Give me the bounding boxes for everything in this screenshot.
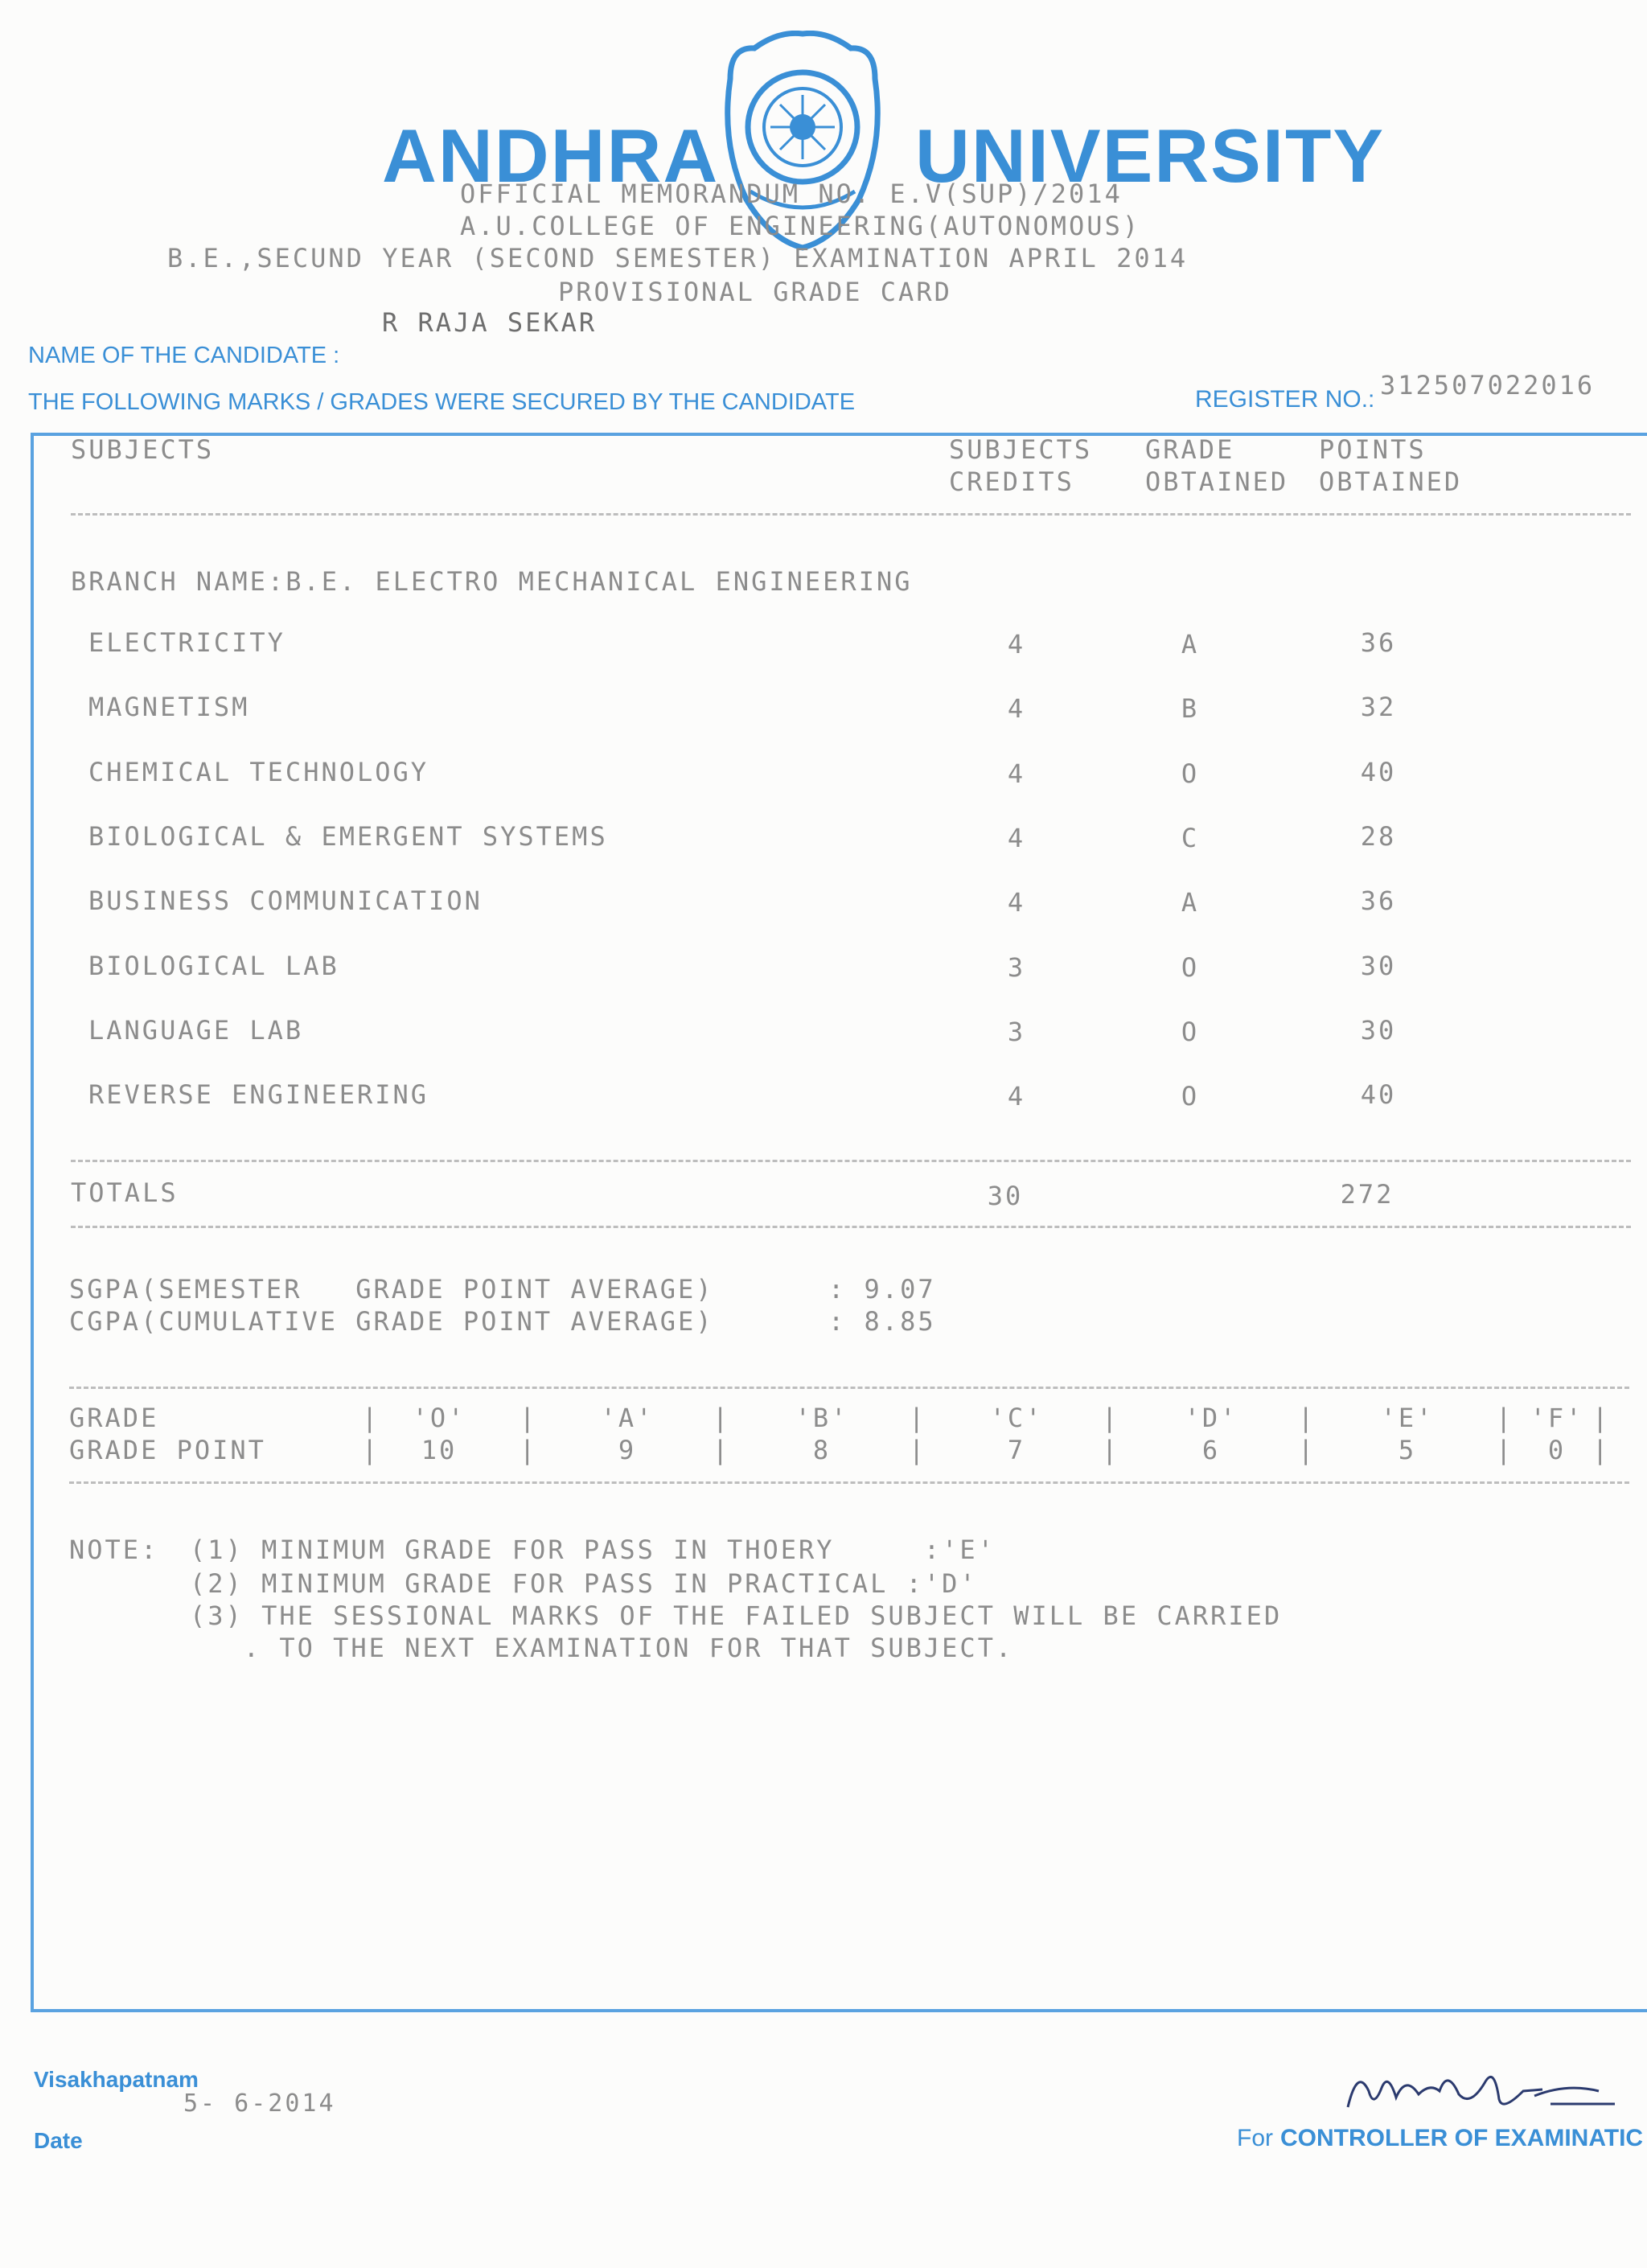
grade-scale-point: 6 [1201, 1435, 1221, 1465]
register-number-label: REGISTER NO.: [1195, 386, 1375, 413]
divider [71, 1226, 1631, 1228]
memorandum-number: OFFICIAL MEMORANDUM NO. E.V(SUP)/2014 [460, 179, 1123, 209]
header-points-line1: POINTS [1319, 434, 1427, 465]
place-name: Visakhapatnam [34, 2067, 199, 2092]
register-number: 312507022016 [1380, 370, 1596, 401]
subject-points: 36 [1360, 627, 1397, 658]
marks-statement-label: THE FOLLOWING MARKS / GRADES WERE SECURED BY THE CANDIDATE [28, 389, 856, 415]
exam-title: B.E.,SECUND YEAR (SECOND SEMESTER) EXAMINATION APRIL 2014 [167, 243, 1189, 273]
subject-name: MAGNETISM [88, 692, 250, 722]
grade-scale-point: 5 [1398, 1435, 1417, 1465]
grade-scale-separator: | [1496, 1435, 1514, 1465]
header-credits-line1: SUBJECTS [949, 434, 1093, 465]
grade-scale-separator: | [713, 1403, 731, 1433]
subject-name: BIOLOGICAL & EMERGENT SYSTEMS [88, 821, 608, 852]
grade-scale-separator: | [1298, 1403, 1316, 1433]
university-name-right: UNIVERSITY [915, 113, 1386, 198]
header-credits-line2: CREDITS [949, 466, 1074, 497]
subject-points: 40 [1360, 1079, 1397, 1110]
controller-prefix: For [1237, 2125, 1273, 2151]
subject-points: 40 [1360, 757, 1397, 787]
subject-grade: A [1181, 629, 1200, 659]
issue-date: 5- 6-2014 [183, 2089, 336, 2118]
subject-credits: 3 [1007, 1017, 1026, 1047]
grade-scale-separator: | [362, 1403, 380, 1433]
grade-scale-grade: 'D' [1184, 1403, 1238, 1433]
subject-credits: 4 [1007, 758, 1026, 789]
sgpa-value: : 9.07 [828, 1274, 936, 1305]
card-title: PROVISIONAL GRADE CARD [558, 277, 952, 307]
subject-name: BIOLOGICAL LAB [88, 951, 339, 981]
grade-scale-point: 8 [812, 1435, 832, 1465]
subject-credits: 4 [1007, 1081, 1026, 1111]
divider [69, 1387, 1629, 1389]
grade-scale-grade: 'E' [1380, 1403, 1435, 1433]
cgpa-label: CGPA(CUMULATIVE GRADE POINT AVERAGE) [69, 1306, 714, 1337]
divider [69, 1481, 1629, 1484]
note-label: NOTE: [69, 1535, 159, 1565]
candidate-name: R RAJA SEKAR [382, 307, 598, 338]
grade-scale-point-label: GRADE POINT [69, 1435, 266, 1465]
note-line-2: (2) MINIMUM GRADE FOR PASS IN PRACTICAL :'D' [190, 1568, 978, 1599]
grade-scale-separator: | [909, 1403, 927, 1433]
grade-scale-separator: | [1592, 1403, 1611, 1433]
note-line-1: (1) MINIMUM GRADE FOR PASS IN THOERY :'E' [190, 1535, 996, 1565]
divider [71, 1160, 1631, 1162]
grade-scale-separator: | [1298, 1435, 1316, 1465]
grade-scale-grade: 'O' [412, 1403, 466, 1433]
college-name: A.U.COLLEGE OF ENGINEERING(AUTONOMOUS) [460, 211, 1141, 241]
totals-credits: 30 [987, 1181, 1024, 1211]
subject-grade: O [1181, 1017, 1200, 1047]
subject-grade: O [1181, 758, 1200, 789]
grade-scale-grade: 'F' [1530, 1403, 1584, 1433]
subject-points: 28 [1360, 821, 1397, 852]
totals-label: TOTALS [71, 1177, 179, 1208]
sgpa-label: SGPA(SEMESTER GRADE POINT AVERAGE) [69, 1274, 714, 1305]
branch-name: BRANCH NAME:B.E. ELECTRO MECHANICAL ENGINEERING [71, 566, 913, 597]
subject-grade: C [1181, 823, 1200, 853]
candidate-name-label: NAME OF THE CANDIDATE : [28, 343, 340, 368]
subject-name: LANGUAGE LAB [88, 1015, 304, 1046]
header-grade-line1: GRADE [1145, 434, 1235, 465]
header-subjects: SUBJECTS [71, 434, 215, 465]
table-frame-bottom [31, 2009, 1647, 2012]
grade-scale-grade: 'A' [600, 1403, 655, 1433]
grade-scale-point: 9 [618, 1435, 637, 1465]
controller-title: CONTROLLER OF EXAMINATIC [1280, 2125, 1644, 2151]
subject-grade: B [1181, 693, 1200, 724]
date-label: Date [34, 2128, 83, 2153]
subject-points: 30 [1360, 951, 1397, 981]
grade-scale-point: 0 [1547, 1435, 1567, 1465]
header-points-line2: OBTAINED [1319, 466, 1463, 497]
subject-credits: 4 [1007, 693, 1026, 724]
grade-scale-separator: | [1496, 1403, 1514, 1433]
subject-name: BUSINESS COMMUNICATION [88, 885, 483, 916]
grade-scale-separator: | [1102, 1435, 1120, 1465]
controller-signature [1341, 2059, 1631, 2123]
subject-credits: 4 [1007, 629, 1026, 659]
grade-scale-separator: | [520, 1435, 538, 1465]
grade-scale-grade: 'C' [989, 1403, 1044, 1433]
table-frame-left [31, 433, 34, 2011]
subject-points: 36 [1360, 885, 1397, 916]
subject-grade: A [1181, 887, 1200, 918]
grade-scale-separator: | [362, 1435, 380, 1465]
subject-name: ELECTRICITY [88, 627, 285, 658]
subject-name: REVERSE ENGINEERING [88, 1079, 429, 1110]
subject-name: CHEMICAL TECHNOLOGY [88, 757, 429, 787]
university-name-left: ANDHRA [382, 113, 720, 198]
grade-scale-point: 7 [1007, 1435, 1026, 1465]
header-grade-line2: OBTAINED [1145, 466, 1289, 497]
note-line-4: . TO THE NEXT EXAMINATION FOR THAT SUBJECT. [190, 1633, 1014, 1663]
subject-points: 30 [1360, 1015, 1397, 1046]
grade-scale-grade-label: GRADE [69, 1403, 159, 1433]
totals-points: 272 [1340, 1179, 1394, 1210]
subject-credits: 3 [1007, 952, 1026, 983]
grade-scale-separator: | [1102, 1403, 1120, 1433]
grade-scale-separator: | [1592, 1435, 1611, 1465]
grade-scale-separator: | [713, 1435, 731, 1465]
subject-grade: O [1181, 952, 1200, 983]
grade-scale-separator: | [520, 1403, 538, 1433]
subject-credits: 4 [1007, 823, 1026, 853]
note-line-3: (3) THE SESSIONAL MARKS OF THE FAILED SUBJECT WILL BE CARRIED [190, 1600, 1283, 1631]
subject-points: 32 [1360, 692, 1397, 722]
subject-grade: O [1181, 1081, 1200, 1111]
grade-scale-point: 10 [421, 1435, 458, 1465]
divider [71, 513, 1631, 516]
grade-scale-separator: | [909, 1435, 927, 1465]
cgpa-value: : 8.85 [828, 1306, 936, 1337]
subject-credits: 4 [1007, 887, 1026, 918]
grade-scale-grade: 'B' [795, 1403, 849, 1433]
